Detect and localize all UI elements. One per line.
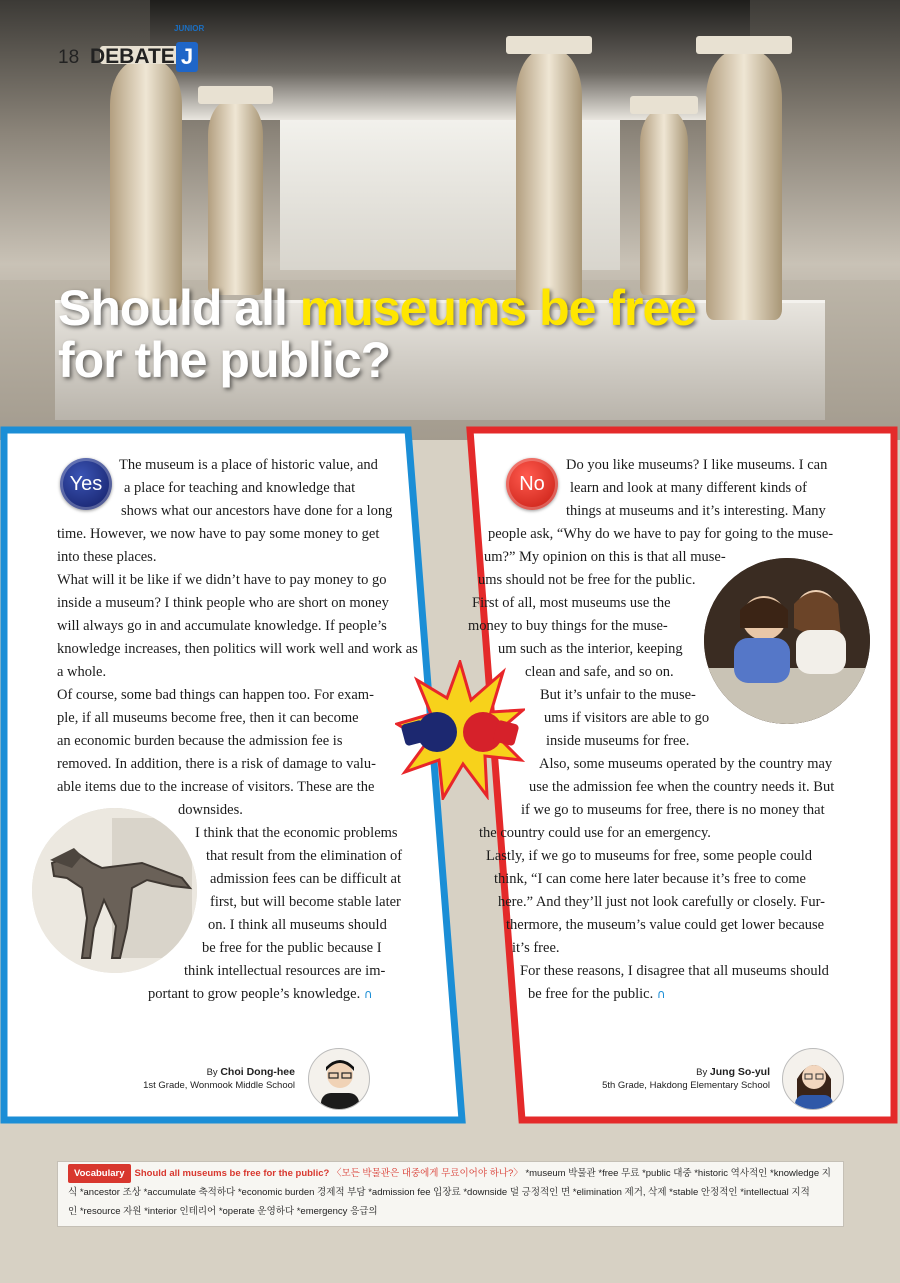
no-line: learn and look at many different kinds of: [570, 480, 807, 496]
section-name: DEBATE: [90, 45, 175, 68]
no-line: money to buy things for the muse-: [468, 618, 668, 634]
logo-letter: J: [176, 42, 198, 72]
author-prefix: By: [206, 1067, 218, 1078]
yes-line: first, but will become stable later: [210, 894, 401, 910]
yes-line: downsides.: [178, 802, 243, 818]
yes-line: that result from the elimination of: [206, 848, 403, 864]
yes-line: shows what our ancestors have done for a long: [121, 503, 393, 519]
yes-line: an economic burden because the admission fee is: [57, 733, 343, 749]
vocabulary-line1: *museum 박물관 *free 무료 *public 대중 *historic 역사적인 *knowledge 지: [525, 1168, 831, 1179]
yes-line: on. I think all museums should: [208, 917, 387, 933]
no-line: if we go to museums for free, there is no money that: [521, 802, 825, 818]
yes-line: admission fees can be difficult at: [210, 871, 401, 887]
yes-line: time. However, we now have to pay some money to get: [57, 526, 380, 542]
author-name: Choi Dong-hee: [220, 1066, 295, 1078]
no-line: First of all, most museums use the: [472, 595, 671, 611]
caryatid-statue: [640, 110, 688, 295]
no-line: it’s free.: [512, 940, 560, 956]
no-line: clean and safe, and so on.: [525, 664, 674, 680]
vocabulary-line2: 식 *ancestor 조상 *accumulate 축적하다 *economic burden 경제적 부담 *admission fee 입장료 *downside 덜 긍정적인 면 *elimination 제거, 삭제 *stable 안정적인 *intellectual 지적: [68, 1187, 810, 1198]
page-number: 18: [58, 47, 80, 68]
page-title: [58, 282, 696, 386]
logo-word: JUNIOR: [174, 24, 205, 33]
no-line: For these reasons, I disagree that all museums should: [520, 963, 829, 979]
no-line: Do you like museums? I like museums. I can: [566, 457, 828, 473]
title-part1: Should all: [58, 280, 300, 336]
yes-line: will always go in and accumulate knowledge. If people’s: [57, 618, 387, 634]
author-school: 1st Grade, Wonmook Middle School: [143, 1080, 295, 1091]
boxing-gloves-burst-icon: [395, 660, 525, 800]
yes-line: removed. In addition, there is a risk of damage to valu-: [57, 756, 376, 772]
no-line: But it’s unfair to the muse-: [540, 687, 696, 703]
no-line: people ask, “Why do we have to pay for going to the muse-: [488, 526, 834, 542]
vocabulary-tag: Vocabulary: [68, 1164, 131, 1183]
vocabulary-title-ko: 〈모든 박물관은 대중에게 무료이어야 하나?〉: [331, 1168, 523, 1179]
no-author-avatar: [782, 1048, 844, 1110]
caryatid-statue: [516, 50, 582, 310]
vocabulary-title: Should all museums be free for the public?: [134, 1168, 330, 1179]
yes-line: be free for the public because I: [202, 940, 382, 956]
no-line: um such as the interior, keeping: [498, 641, 683, 657]
no-line: here.” And they’ll just not look carefully or closely. Fur-: [498, 894, 825, 910]
yes-line: Of course, some bad things can happen too. For exam-: [57, 687, 374, 703]
caryatid-statue: [706, 50, 782, 320]
no-line: be free for the public.: [528, 986, 654, 1002]
yes-line: ple, if all museums become free, then it can become: [57, 710, 359, 726]
yes-line: into these places.: [57, 549, 157, 565]
yes-author: [120, 1066, 295, 1092]
no-line: use the admission fee when the country needs it. But: [529, 779, 835, 795]
no-column: [462, 420, 900, 1135]
author-school: 5th Grade, Hakdong Elementary School: [602, 1080, 770, 1091]
no-line: inside museums for free.: [546, 733, 690, 749]
dinosaur-skeleton-photo: [32, 808, 197, 973]
headphones-icon: ∩: [656, 987, 666, 1001]
yes-line: knowledge increases, then politics will work well and work as: [57, 641, 418, 657]
no-line: things at museums and it’s interesting. Many: [566, 503, 826, 519]
yes-line: able items due to the increase of visitors. These are the: [57, 779, 375, 795]
no-line: ums should not be free for the public.: [478, 572, 696, 588]
yes-author-avatar: [308, 1048, 370, 1110]
yes-line: a place for teaching and knowledge that: [124, 480, 356, 496]
no-line: Lastly, if we go to museums for free, some people could: [486, 848, 813, 864]
yes-line: I think that the economic problems: [195, 825, 398, 841]
title-line2: for the public?: [58, 332, 391, 388]
title-highlight: museums be free: [299, 280, 697, 336]
yes-line: a whole.: [57, 664, 107, 680]
vocabulary-box: [57, 1161, 844, 1227]
no-line: Also, some museums operated by the country may: [539, 756, 833, 772]
vocabulary-line3: 인 *resource 자원 *interior 인테리어 *operate 운영하다 *emergency 응급의: [68, 1206, 378, 1217]
children-at-museum-photo: [704, 558, 870, 724]
author-name: Jung So-yul: [709, 1066, 770, 1078]
yes-line: portant to grow people’s knowledge.: [148, 986, 361, 1002]
no-line: think, “I can come here later because it’s free to come: [494, 871, 806, 887]
no-author: [590, 1066, 770, 1092]
junior-logo: [174, 24, 205, 72]
no-badge: No: [506, 458, 558, 510]
no-line: thermore, the museum’s value could get lower because: [506, 917, 825, 933]
no-line: the country could use for an emergency.: [479, 825, 711, 841]
caryatid-statue: [208, 100, 263, 295]
no-panel-border: [470, 430, 894, 1120]
no-line: um?” My opinion on this is that all muse-: [484, 549, 726, 565]
yes-line: think intellectual resources are im-: [184, 963, 386, 979]
headphones-icon: ∩: [363, 987, 373, 1001]
yes-line: inside a museum? I think people who are short on money: [57, 595, 389, 611]
caryatid-statue: [110, 60, 182, 310]
yes-badge: Yes: [60, 458, 112, 510]
yes-line: What will it be like if we didn’t have to pay money to go: [57, 572, 387, 588]
yes-panel-border: [4, 430, 462, 1120]
yes-line: The museum is a place of historic value, and: [119, 457, 378, 473]
author-prefix: By: [696, 1067, 708, 1078]
no-line: ums if visitors are able to go: [544, 710, 710, 726]
